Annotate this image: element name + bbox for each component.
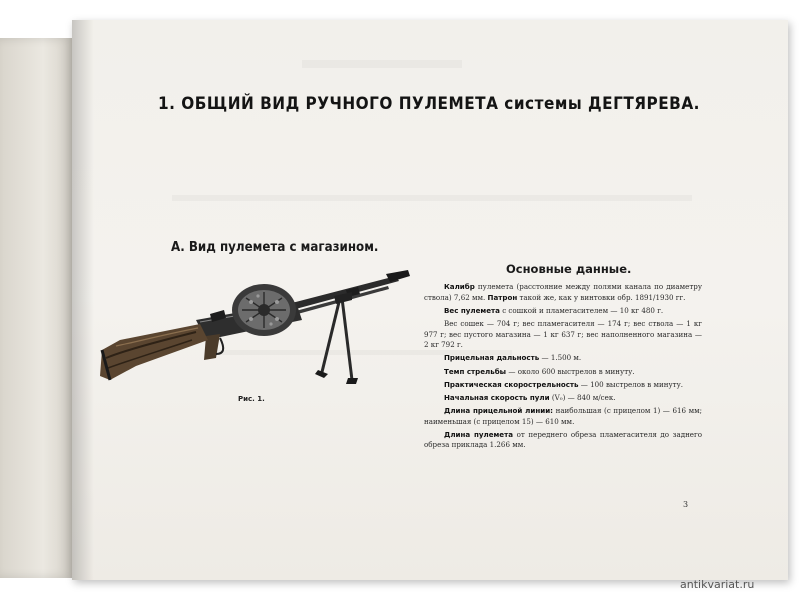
- spec-text: наибольшая (с прицелом 1) — 616 мм; наименьшая (с прицелом 15) — 610 мм.: [424, 406, 702, 426]
- spec-sight-range: [424, 353, 702, 364]
- machine-gun-illustration: [96, 262, 416, 392]
- spec-sight-line: [424, 406, 702, 427]
- page-title: 1. ОБЩИЙ ВИД РУЧНОГО ПУЛЕМЕТА системы ДЕГТЯРЕВА.: [158, 94, 700, 114]
- source-watermark: antikvariat.ru: [680, 578, 755, 591]
- spec-text: — 100 выстрелов в минуту.: [580, 379, 683, 389]
- spec-muzzle-velocity: [424, 393, 702, 404]
- figure-caption: Рис. 1.: [238, 395, 265, 403]
- spec-weight-details: [424, 319, 702, 351]
- spec-text: такой же, как у винтовки обр. 1891/1930 гг.: [519, 292, 686, 302]
- spec-text: (V₀) — 840 м/сек.: [551, 392, 616, 402]
- left-page-edge: [0, 38, 72, 578]
- spec-text: пулемета (расстояние между полями канала по диаметру ствола) 7,62 мм.: [424, 282, 702, 302]
- section-subtitle: А. Вид пулемета с магазином.: [171, 239, 379, 255]
- spec-weight: [424, 306, 702, 317]
- spec-length: [424, 430, 702, 451]
- show-through-line: [302, 60, 462, 68]
- specs-block: [424, 282, 702, 454]
- spec-label: Прицельная дальность: [444, 353, 540, 363]
- spec-label: Темп стрельбы: [444, 366, 507, 376]
- spec-label: Калибр: [444, 282, 475, 291]
- specs-heading: Основные данные.: [506, 262, 632, 276]
- spec-label: Патрон: [487, 292, 518, 302]
- spec-text: с сошкой и пламегасителем — 10 кг 480 г.: [502, 305, 664, 315]
- spec-practical-rate: [424, 380, 702, 391]
- spec-text: Вес сошек — 704 г; вес пламегасителя — 174 г; вес ствола — 1 кг 977 г; вес пустого магазина — 1 кг 637 г; вес наполненного магазина — 2 кг 792 г.: [424, 318, 702, 350]
- spec-label: Длина прицельной линии:: [444, 406, 554, 416]
- spec-rate-of-fire: [424, 367, 702, 378]
- spec-text: от переднего обреза пламегасителя до заднего обреза приклада 1.266 мм.: [424, 429, 702, 450]
- spec-label: Начальная скорость пули: [444, 392, 550, 402]
- spine-shadow: [72, 20, 94, 580]
- spec-label: Вес пулемета: [444, 305, 500, 315]
- show-through-line: [172, 195, 692, 201]
- spec-caliber-and-cartridge: [424, 282, 702, 303]
- spec-text: — 1.500 м.: [541, 353, 582, 363]
- spec-label: Длина пулемета: [444, 429, 514, 439]
- spec-label: Практическая скорострельность: [444, 379, 579, 389]
- spec-text: — около 600 выстрелов в минуту.: [508, 366, 635, 376]
- page-number: 3: [683, 500, 689, 509]
